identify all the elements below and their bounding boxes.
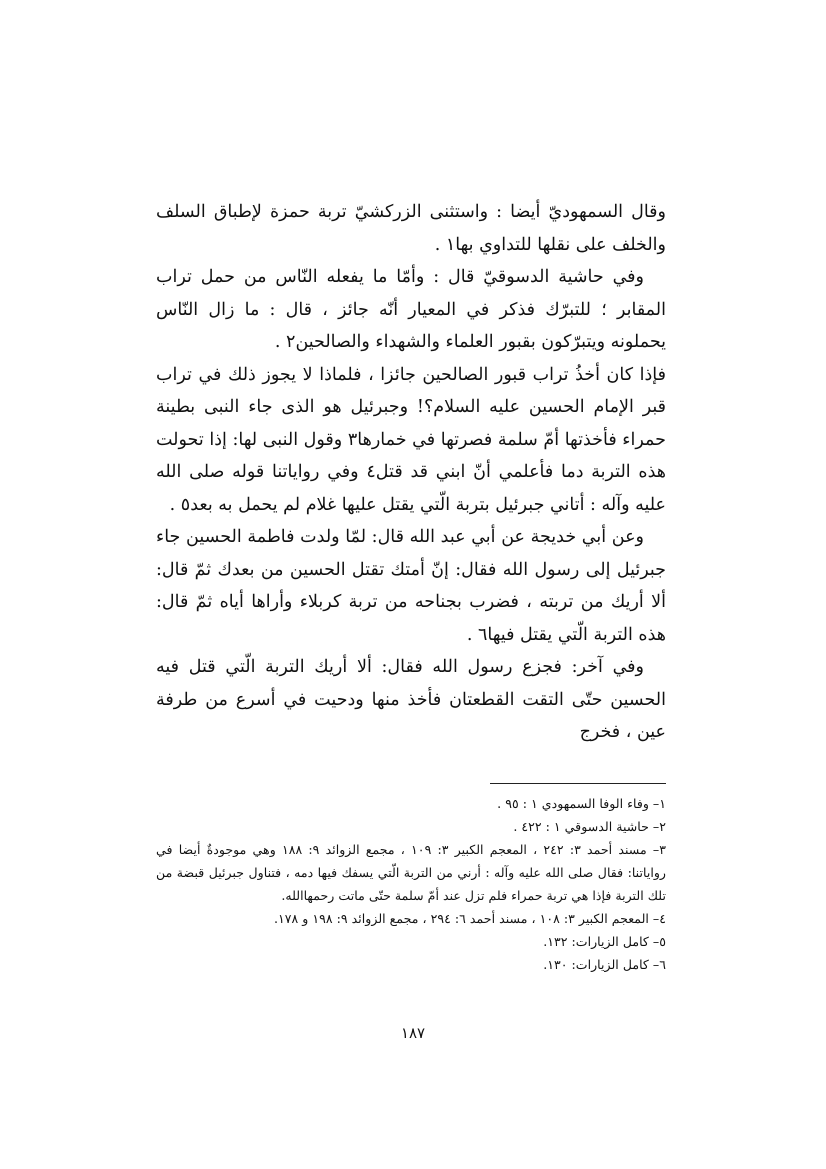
main-text (156, 196, 666, 749)
footnote-3: ٣– مسند أحمد ٣: ٢٤٢ ، المعجم الكبير ٣: ١٠٩ ، مجمع الزوائد ٩: ١٨٨ وهي موجودةٌ أيضا في رواياتنا: فقال صلى الله عليه وآله : أرني من التربة الّتي يسفك فيها دمه ، فتناول جبرئيل قبضة من تلك التربة فإذا هي تربة حمراء فلم تزل عند أمّ سلمة حتّى ماتت رحمهاالله. (156, 842, 666, 903)
footnote-divider (490, 783, 666, 784)
footnotes (156, 792, 666, 976)
footnote-4: ٤– المعجم الكبير ٣: ١٠٨ ، مسند أحمد ٦: ٢٩٤ ، مجمع الزوائد ٩: ١٩٨ و ١٧٨. (273, 911, 666, 926)
paragraph-3: فإذا كان أخذُ تراب قبور الصالحين جائزا ، فلماذا لا يجوز ذلك في تراب قبر الإمام الحسين عليه السلام؟! وجبرئيل هو الذى جاء النبى بطينة حمراء فأخذتها أمّ سلمة فصرتها في خمارها٣ وقول النبى لها: إذا تحولت هذه التربة دما فأعلمي أنّ ابني قد قتل٤ وفي رواياتنا قوله صلى الله عليه وآله : أتاني جبرئيل بتربة الّتي يقتل عليها غلام لم يحمل به بعد٥ . (156, 364, 666, 515)
paragraph-5: وفي آخر: فجزع رسول الله فقال: ألا أريك التربة الّتي قتل فيه الحسين حتّى التقت القطعتان فأخذ منها ودحيت في أسرع من طرفة عين ، فخرج (156, 657, 666, 742)
paragraph-1: وقال السمهوديّ أيضا : واستثنى الزركشيّ تربة حمزة لإطباق السلف والخلف على نقلها للتداوي بها١ . (156, 202, 666, 255)
footnote-5: ٥– كامل الزيارات: ١٣٢. (543, 934, 666, 949)
footnote-2: ٢– حاشية الدسوقي ١ : ٤٢٢ . (513, 819, 666, 834)
paragraph-4: وعن أبي خديجة عن أبي عبد الله قال: لمّا ولدت فاطمة الحسين جاء جبرئيل إلى رسول الله فقال: إنّ أمتك تقتل الحسين من بعدك ثمّ قال: ألا أريك من تربته ، فضرب بجناحه من تربة كربلاء وأراها أياه ثمّ قال: هذه التربة الّتي يقتل فيها٦ . (156, 527, 666, 645)
paragraph-2: وفي حاشية الدسوقيّ قال : وأمّا ما يفعله النّاس من حمل تراب المقابر ؛ للتبرّك فذكر في المعيار أنّه جائز ، قال : ما زال النّاس يحملونه ويتبرّكون بقبور العلماء والشهداء والصالحين٢ . (156, 267, 666, 352)
footnote-6: ٦– كامل الزيارات: ١٣٠. (543, 957, 666, 972)
page-number: ١٨٧ (400, 1024, 426, 1042)
footnote-1: ١– وفاء الوفا السمهودي ١ : ٩٥ . (497, 796, 666, 811)
